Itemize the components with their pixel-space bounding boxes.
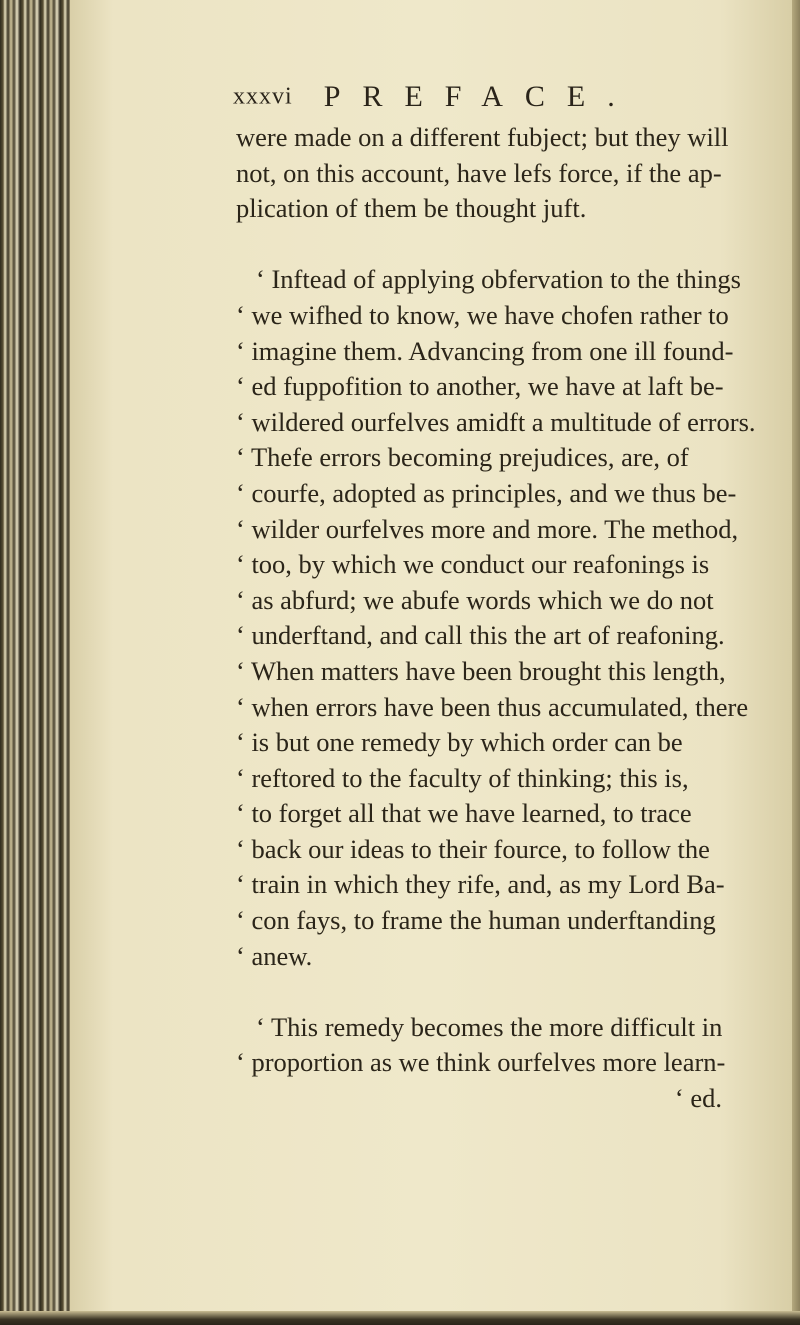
running-title: PREFACE. bbox=[323, 80, 637, 113]
text-line: ‘ wilder ourfelves more and more. The method, bbox=[236, 513, 739, 544]
text-line: ‘ con fays, to frame the human underftanding bbox=[236, 905, 716, 936]
text-line: ‘ wildered ourfelves amidft a multitude of errors. bbox=[236, 406, 756, 437]
book-gutter bbox=[0, 0, 70, 1325]
text-line: ‘ we wifhed to know, we have chofen rather to bbox=[236, 299, 729, 330]
text-line: ‘ When matters have been brought this length, bbox=[236, 655, 726, 686]
text-line: ‘ This remedy becomes the more difficult in bbox=[256, 1011, 723, 1042]
page-number: xxxvi bbox=[233, 83, 293, 110]
body-text bbox=[236, 120, 796, 1117]
text-line: ‘ reftored to the faculty of thinking; this is, bbox=[236, 762, 689, 793]
paragraph-gap bbox=[236, 974, 796, 1010]
text-line: ‘ back our ideas to their fource, to follow the bbox=[236, 833, 710, 864]
text-line: ‘ underftand, and call this the art of reafoning. bbox=[236, 620, 725, 651]
page-bottom-edge bbox=[0, 1311, 800, 1325]
text-line: ‘ Inftead of applying obfervation to the things bbox=[256, 264, 741, 295]
text-line: ‘ to forget all that we have learned, to trace bbox=[236, 798, 692, 829]
paragraph-gap bbox=[236, 227, 796, 263]
text-line: ‘ is but one remedy by which order can be bbox=[236, 727, 683, 758]
text-line: ‘ proportion as we think ourfelves more learn- bbox=[236, 1047, 726, 1078]
text-line: ‘ as abfurd; we abufe words which we do not bbox=[236, 584, 714, 615]
text-line: ‘ courfe, adopted as principles, and we thus be- bbox=[236, 477, 737, 508]
catchword: ‘ ed. bbox=[674, 1083, 722, 1114]
text-line: ‘ imagine them. Advancing from one ill found- bbox=[236, 335, 734, 366]
running-header bbox=[233, 80, 637, 114]
text-line: ‘ when errors have been thus accumulated, there bbox=[236, 691, 749, 722]
text-line: not, on this account, have lefs force, if the ap- bbox=[236, 157, 722, 188]
text-line: ‘ Thefe errors becoming prejudices, are, of bbox=[236, 442, 689, 473]
text-line: were made on a different fubject; but they will bbox=[236, 122, 729, 152]
text-line: plication of them be thought juft. bbox=[236, 193, 587, 224]
text-line: ‘ ed fuppofition to another, we have at laft be- bbox=[236, 371, 724, 402]
text-line: ‘ anew. bbox=[236, 940, 313, 971]
text-line: ‘ too, by which we conduct our reafonings is bbox=[236, 549, 710, 580]
text-line: ‘ train in which they rife, and, as my Lord Ba- bbox=[236, 869, 725, 900]
